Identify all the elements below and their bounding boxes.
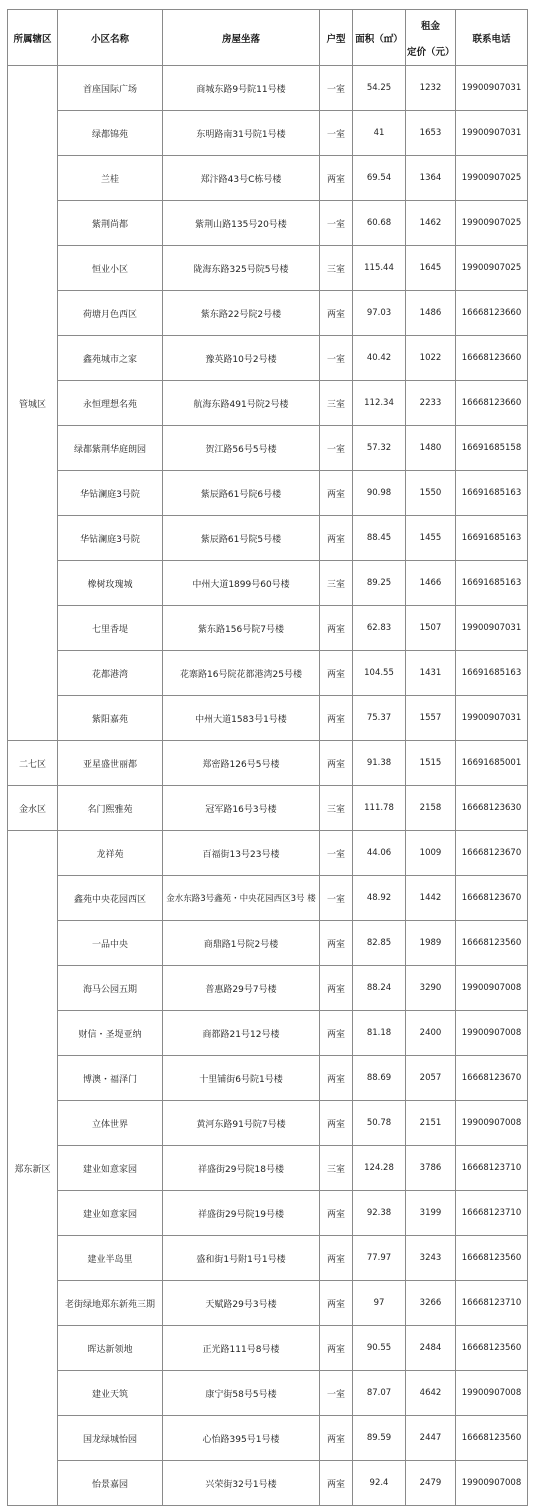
cell-address: 金水东路3号鑫苑・中央花园西区3号 楼 <box>163 876 320 921</box>
cell-community: 亚星盛世丽都 <box>58 741 163 786</box>
cell-layout: 三室 <box>320 1146 353 1191</box>
cell-community: 紫阳嘉苑 <box>58 696 163 741</box>
cell-area: 97.03 <box>353 291 406 336</box>
cell-area: 92.38 <box>353 1191 406 1236</box>
table-body <box>8 66 528 1506</box>
cell-phone: 19900907008 <box>456 1011 528 1056</box>
table-row <box>8 966 528 1011</box>
cell-rent: 2151 <box>406 1101 456 1146</box>
cell-layout: 两室 <box>320 921 353 966</box>
cell-address: 百福街13号23号楼 <box>163 831 320 876</box>
cell-phone: 19900907008 <box>456 1461 528 1506</box>
cell-rent: 2484 <box>406 1326 456 1371</box>
cell-rent: 1466 <box>406 561 456 606</box>
cell-layout: 两室 <box>320 606 353 651</box>
cell-phone: 16668123560 <box>456 921 528 966</box>
cell-layout: 一室 <box>320 1371 353 1416</box>
table-row <box>8 516 528 561</box>
header-community: 小区名称 <box>58 10 163 66</box>
cell-area: 69.54 <box>353 156 406 201</box>
table-row <box>8 336 528 381</box>
header-rent-line1: 租金 <box>420 20 440 32</box>
cell-phone: 16691685163 <box>456 561 528 606</box>
cell-address: 豫英路10号2号楼 <box>163 336 320 381</box>
cell-community: 晖达新领地 <box>58 1326 163 1371</box>
cell-rent: 1507 <box>406 606 456 651</box>
cell-area: 60.68 <box>353 201 406 246</box>
table-row <box>8 1146 528 1191</box>
cell-area: 97 <box>353 1281 406 1326</box>
cell-area: 48.92 <box>353 876 406 921</box>
cell-layout: 三室 <box>320 786 353 831</box>
cell-address: 祥盛街29号院18号楼 <box>163 1146 320 1191</box>
cell-address: 黄河东路91号院7号楼 <box>163 1101 320 1146</box>
cell-area: 88.45 <box>353 516 406 561</box>
cell-area: 111.78 <box>353 786 406 831</box>
cell-area: 87.07 <box>353 1371 406 1416</box>
cell-area: 77.97 <box>353 1236 406 1281</box>
cell-address: 花寨路16号院花都港湾25号楼 <box>163 651 320 696</box>
table-row <box>8 1416 528 1461</box>
table-row <box>8 111 528 156</box>
cell-layout: 两室 <box>320 1101 353 1146</box>
cell-phone: 16668123710 <box>456 1191 528 1236</box>
cell-community: 鑫苑中央花园西区 <box>58 876 163 921</box>
cell-layout: 两室 <box>320 1326 353 1371</box>
cell-address: 紫东路22号院2号楼 <box>163 291 320 336</box>
cell-community: 国龙绿城怡园 <box>58 1416 163 1461</box>
cell-address: 中州大道1583号1号楼 <box>163 696 320 741</box>
cell-layout: 两室 <box>320 291 353 336</box>
cell-phone: 19900907025 <box>456 156 528 201</box>
cell-area: 91.38 <box>353 741 406 786</box>
cell-rent: 1022 <box>406 336 456 381</box>
cell-district: 郑东新区 <box>8 831 58 1506</box>
cell-phone: 19900907008 <box>456 966 528 1011</box>
cell-rent: 2400 <box>406 1011 456 1056</box>
cell-address: 康宁街58号5号楼 <box>163 1371 320 1416</box>
cell-layout: 两室 <box>320 966 353 1011</box>
cell-layout: 一室 <box>320 111 353 156</box>
cell-phone: 16691685001 <box>456 741 528 786</box>
cell-phone: 16668123560 <box>456 1236 528 1281</box>
table-row <box>8 201 528 246</box>
cell-layout: 两室 <box>320 1011 353 1056</box>
cell-community: 海马公园五期 <box>58 966 163 1011</box>
table-row <box>8 1236 528 1281</box>
cell-layout: 两室 <box>320 1056 353 1101</box>
cell-address: 心怡路395号1号楼 <box>163 1416 320 1461</box>
cell-layout: 三室 <box>320 246 353 291</box>
cell-address: 盛和街1号附1号1号楼 <box>163 1236 320 1281</box>
cell-community: 永恒理想名苑 <box>58 381 163 426</box>
cell-area: 112.34 <box>353 381 406 426</box>
table-row <box>8 561 528 606</box>
cell-area: 81.18 <box>353 1011 406 1056</box>
table-row <box>8 921 528 966</box>
cell-rent: 1486 <box>406 291 456 336</box>
cell-rent: 4642 <box>406 1371 456 1416</box>
cell-layout: 两室 <box>320 1416 353 1461</box>
cell-address: 航海东路491号院2号楼 <box>163 381 320 426</box>
cell-layout: 两室 <box>320 516 353 561</box>
cell-phone: 19900907025 <box>456 246 528 291</box>
cell-community: 老街绿地郑东新苑三期 <box>58 1281 163 1326</box>
cell-layout: 两室 <box>320 1461 353 1506</box>
table-row <box>8 1011 528 1056</box>
cell-area: 89.59 <box>353 1416 406 1461</box>
cell-area: 75.37 <box>353 696 406 741</box>
cell-district: 金水区 <box>8 786 58 831</box>
cell-address: 紫荆山路135号20号楼 <box>163 201 320 246</box>
cell-rent: 1232 <box>406 66 456 111</box>
table-row <box>8 66 528 111</box>
cell-phone: 16691685163 <box>456 516 528 561</box>
cell-community: 恒业小区 <box>58 246 163 291</box>
cell-address: 普惠路29号7号楼 <box>163 966 320 1011</box>
cell-community: 兰桂 <box>58 156 163 201</box>
cell-phone: 16668123660 <box>456 291 528 336</box>
cell-rent: 2057 <box>406 1056 456 1101</box>
cell-address: 商城东路9号院11号楼 <box>163 66 320 111</box>
cell-area: 89.25 <box>353 561 406 606</box>
table-row <box>8 651 528 696</box>
cell-phone: 16691685163 <box>456 651 528 696</box>
cell-rent: 1009 <box>406 831 456 876</box>
cell-phone: 19900907025 <box>456 201 528 246</box>
table-row <box>8 156 528 201</box>
cell-rent: 1645 <box>406 246 456 291</box>
cell-phone: 16668123670 <box>456 1056 528 1101</box>
cell-community: 龙祥苑 <box>58 831 163 876</box>
table-row <box>8 1371 528 1416</box>
cell-rent: 1557 <box>406 696 456 741</box>
cell-rent: 1480 <box>406 426 456 471</box>
cell-layout: 三室 <box>320 561 353 606</box>
cell-phone: 19900907031 <box>456 66 528 111</box>
cell-address: 正光路111号8号楼 <box>163 1326 320 1371</box>
cell-layout: 两室 <box>320 1236 353 1281</box>
table-row <box>8 1326 528 1371</box>
cell-layout: 一室 <box>320 876 353 921</box>
cell-area: 90.55 <box>353 1326 406 1371</box>
cell-community: 花都港湾 <box>58 651 163 696</box>
cell-rent: 2158 <box>406 786 456 831</box>
cell-address: 紫东路156号院7号楼 <box>163 606 320 651</box>
cell-address: 天赋路29号3号楼 <box>163 1281 320 1326</box>
cell-address: 祥盛街29号院19号楼 <box>163 1191 320 1236</box>
cell-layout: 两室 <box>320 651 353 696</box>
cell-rent: 2233 <box>406 381 456 426</box>
cell-phone: 16691685163 <box>456 471 528 516</box>
cell-address: 贺江路56号5号楼 <box>163 426 320 471</box>
cell-rent: 1989 <box>406 921 456 966</box>
cell-area: 62.83 <box>353 606 406 651</box>
cell-address: 紫辰路61号院5号楼 <box>163 516 320 561</box>
table-row <box>8 426 528 471</box>
cell-layout: 三室 <box>320 381 353 426</box>
header-rent <box>406 10 456 66</box>
cell-rent: 1550 <box>406 471 456 516</box>
cell-phone: 16668123660 <box>456 381 528 426</box>
table-row <box>8 606 528 651</box>
header-layout: 户型 <box>320 10 353 66</box>
cell-address: 陇海东路325号院5号楼 <box>163 246 320 291</box>
cell-community: 立体世界 <box>58 1101 163 1146</box>
cell-layout: 一室 <box>320 831 353 876</box>
table-row <box>8 291 528 336</box>
cell-community: 紫荆尚都 <box>58 201 163 246</box>
cell-community: 建业天筑 <box>58 1371 163 1416</box>
cell-phone: 16668123560 <box>456 1326 528 1371</box>
cell-community: 华钻澜庭3号院 <box>58 516 163 561</box>
cell-address: 紫辰路61号院6号楼 <box>163 471 320 516</box>
table-row <box>8 1461 528 1506</box>
cell-area: 92.4 <box>353 1461 406 1506</box>
table-row <box>8 1101 528 1146</box>
cell-area: 124.28 <box>353 1146 406 1191</box>
table-row <box>8 696 528 741</box>
table-header-row <box>8 10 528 66</box>
table-row <box>8 246 528 291</box>
cell-community: 一品中央 <box>58 921 163 966</box>
cell-address: 冠军路16号3号楼 <box>163 786 320 831</box>
cell-rent: 3243 <box>406 1236 456 1281</box>
cell-community: 橡树玫瑰城 <box>58 561 163 606</box>
cell-area: 44.06 <box>353 831 406 876</box>
cell-rent: 3786 <box>406 1146 456 1191</box>
cell-rent: 1455 <box>406 516 456 561</box>
table-row <box>8 876 528 921</box>
cell-address: 商都路21号12号楼 <box>163 1011 320 1056</box>
cell-community: 绿都紫荆华庭朗园 <box>58 426 163 471</box>
cell-phone: 19900907031 <box>456 111 528 156</box>
header-phone: 联系电话 <box>456 10 528 66</box>
cell-community: 财信・圣堤亚纳 <box>58 1011 163 1056</box>
table-row <box>8 741 528 786</box>
cell-address: 中州大道1899号60号楼 <box>163 561 320 606</box>
cell-address: 郑密路126号5号楼 <box>163 741 320 786</box>
table-row <box>8 1191 528 1236</box>
cell-rent: 1653 <box>406 111 456 156</box>
cell-rent: 1364 <box>406 156 456 201</box>
cell-phone: 16691685158 <box>456 426 528 471</box>
cell-area: 104.55 <box>353 651 406 696</box>
cell-phone: 16668123710 <box>456 1146 528 1191</box>
header-rent-line2: 定价（元） <box>407 46 455 58</box>
cell-rent: 2479 <box>406 1461 456 1506</box>
cell-address: 十里铺街6号院1号楼 <box>163 1056 320 1101</box>
cell-phone: 16668123710 <box>456 1281 528 1326</box>
cell-community: 建业如意家园 <box>58 1191 163 1236</box>
table-row <box>8 471 528 516</box>
cell-layout: 两室 <box>320 156 353 201</box>
cell-address: 郑汴路43号C栋号楼 <box>163 156 320 201</box>
cell-district: 二七区 <box>8 741 58 786</box>
cell-rent: 1515 <box>406 741 456 786</box>
cell-community: 怡景嘉园 <box>58 1461 163 1506</box>
cell-layout: 两室 <box>320 1191 353 1236</box>
table-row <box>8 1281 528 1326</box>
cell-phone: 16668123560 <box>456 1416 528 1461</box>
table-row <box>8 381 528 426</box>
cell-district: 管城区 <box>8 66 58 741</box>
cell-phone: 19900907031 <box>456 606 528 651</box>
cell-layout: 两室 <box>320 696 353 741</box>
cell-area: 88.24 <box>353 966 406 1011</box>
cell-phone: 19900907031 <box>456 696 528 741</box>
cell-area: 50.78 <box>353 1101 406 1146</box>
cell-community: 华钻澜庭3号院 <box>58 471 163 516</box>
cell-address: 东明路南31号院1号楼 <box>163 111 320 156</box>
cell-phone: 16668123670 <box>456 876 528 921</box>
cell-layout: 两室 <box>320 741 353 786</box>
cell-area: 82.85 <box>353 921 406 966</box>
cell-community: 博澳・福泽门 <box>58 1056 163 1101</box>
cell-area: 90.98 <box>353 471 406 516</box>
header-district: 所属辖区 <box>8 10 58 66</box>
cell-community: 绿都锦苑 <box>58 111 163 156</box>
cell-area: 88.69 <box>353 1056 406 1101</box>
cell-community: 建业半岛里 <box>58 1236 163 1281</box>
cell-area: 57.32 <box>353 426 406 471</box>
cell-layout: 一室 <box>320 66 353 111</box>
cell-rent: 3290 <box>406 966 456 1011</box>
cell-rent: 1431 <box>406 651 456 696</box>
rental-listing-table-container <box>7 9 527 1506</box>
rental-listing-table <box>7 9 528 1506</box>
cell-area: 41 <box>353 111 406 156</box>
table-row <box>8 786 528 831</box>
header-address: 房屋坐落 <box>163 10 320 66</box>
cell-rent: 1442 <box>406 876 456 921</box>
cell-phone: 16668123660 <box>456 336 528 381</box>
cell-community: 荷塘月色西区 <box>58 291 163 336</box>
cell-rent: 1462 <box>406 201 456 246</box>
cell-phone: 19900907008 <box>456 1371 528 1416</box>
cell-area: 40.42 <box>353 336 406 381</box>
cell-community: 七里香堤 <box>58 606 163 651</box>
cell-phone: 16668123670 <box>456 831 528 876</box>
cell-address: 兴荣街32号1号楼 <box>163 1461 320 1506</box>
header-area: 面积（㎡） <box>353 10 406 66</box>
cell-community: 建业如意家园 <box>58 1146 163 1191</box>
cell-area: 54.25 <box>353 66 406 111</box>
cell-layout: 两室 <box>320 1281 353 1326</box>
cell-rent: 3266 <box>406 1281 456 1326</box>
cell-phone: 19900907008 <box>456 1101 528 1146</box>
cell-rent: 2447 <box>406 1416 456 1461</box>
cell-community: 首座国际广场 <box>58 66 163 111</box>
cell-phone: 16668123630 <box>456 786 528 831</box>
cell-community: 鑫苑城市之家 <box>58 336 163 381</box>
table-row <box>8 831 528 876</box>
cell-layout: 一室 <box>320 201 353 246</box>
cell-layout: 两室 <box>320 471 353 516</box>
cell-area: 115.44 <box>353 246 406 291</box>
cell-address: 商鼎路1号院2号楼 <box>163 921 320 966</box>
cell-layout: 一室 <box>320 426 353 471</box>
cell-community: 名门熙雅苑 <box>58 786 163 831</box>
table-row <box>8 1056 528 1101</box>
cell-layout: 一室 <box>320 336 353 381</box>
cell-rent: 3199 <box>406 1191 456 1236</box>
